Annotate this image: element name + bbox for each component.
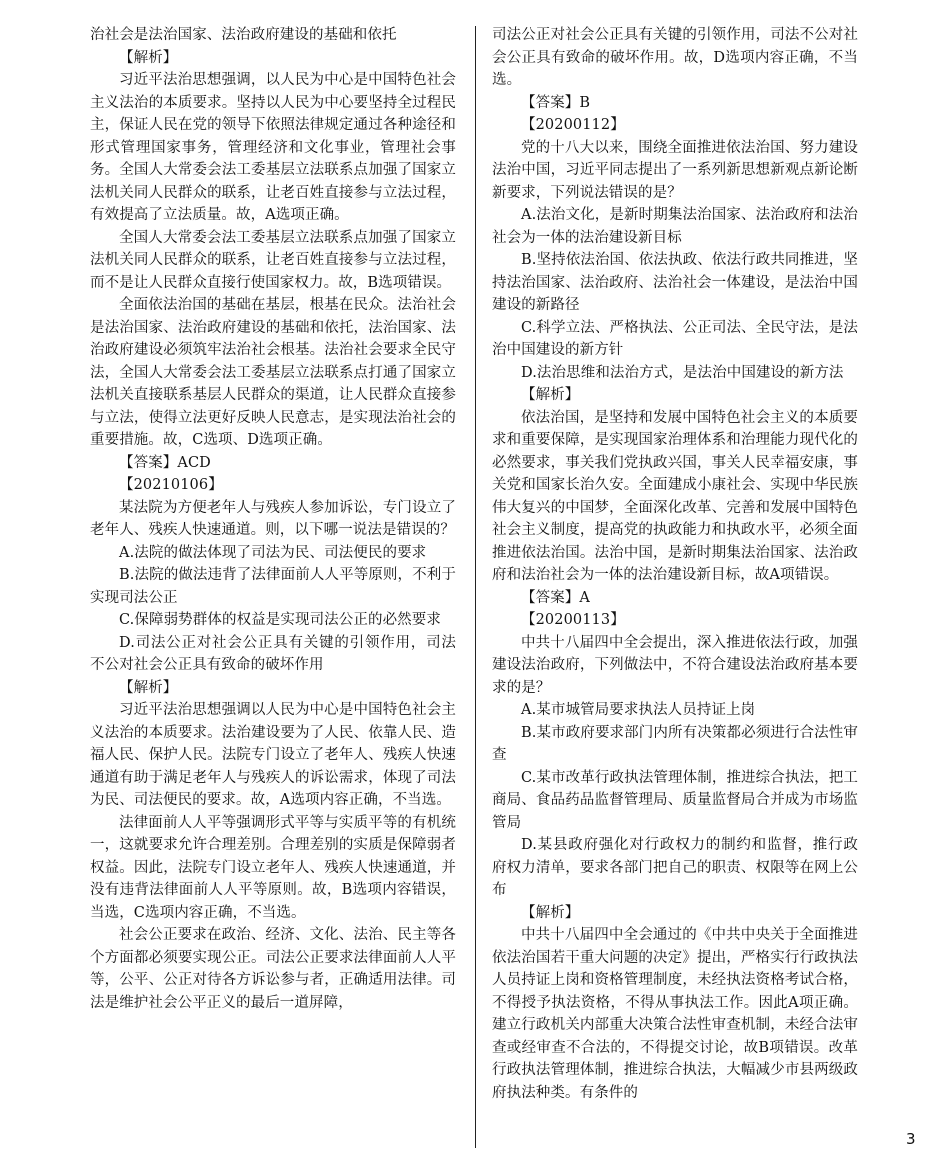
answer-option: C.某市改革行政执法管理体制，推进综合执法，把工商局、食品药品监督管理局、质量监督局合并成为市场监管局	[492, 769, 858, 831]
paragraph: 法律面前人人平等强调形式平等与实质平等的有机统一，这就要求允许合理差别。合理差别的实质是保障弱者权益。因此，法院专门设立老年人、残疾人快速通道，并没有违背法律面前人人平等原则。故，B选项内容错误，当选，C选项内容正确，不当选。	[90, 814, 456, 921]
answer-option: C.保障弱势群体的权益是实现司法公正的必然要求	[119, 612, 441, 628]
paragraph: 党的十八大以来，围绕全面推进依法治国、努力建设法治中国，习近平同志提出了一系列新思想新观点新论断新要求，下列说法错误的是？	[492, 139, 858, 201]
paragraph-continued: 治社会是法治国家、法治政府建设的基础和依托	[90, 27, 397, 43]
paragraph: 中共十八届四中全会提出，深入推进依法行政，加强建设法治政府，下列做法中，不符合建设法治政府基本要求的是？	[492, 634, 858, 696]
answer-option: C.科学立法、严格执法、公正司法、全民守法，是法治中国建设的新方针	[492, 319, 858, 358]
section-tag: 【答案】ACD	[119, 454, 211, 471]
answer-option: A.法院的做法体现了司法为民、司法便民的要求	[119, 544, 427, 561]
answer-option: B.某市政府要求部门内所有决策都必须进行合法性审查	[492, 724, 858, 763]
paragraph-continued: 司法公正对社会公正具有关键的引领作用，司法不公对社会公正具有致命的破坏作用。故，D选项内容正确，不当选。	[492, 27, 858, 88]
section-tag: 【答案】A	[521, 589, 590, 606]
section-tag: 【解析】	[119, 679, 178, 696]
paragraph: 依法治国，是坚持和发展中国特色社会主义的本质要求和重要保障，是实现国家治理体系和治理能力现代化的必然要求，事关我们党执政兴国，事关人民幸福安康，事关党和国家长治久安。全面建成小康社会、实现中华民族伟大复兴的中国梦，全面深化改革、完善和发展中国特色社会主义制度，提高党的执政能力和执政水平，必须全面推进依法治国。法治中国，是新时期集法治国家、法治政府和法治社会为一体的法治建设新目标，故A项错误。	[492, 409, 858, 583]
section-tag: 【解析】	[119, 49, 178, 66]
answer-option: B.坚持依法治国、依法执政、依法行政共同推进，坚持法治国家、法治政府、法治社会一体建设，是法治中国建设的新路径	[492, 252, 858, 313]
left-column	[90, 24, 456, 1014]
section-tag: 【答案】B	[521, 94, 591, 111]
paragraph: 某法院为方便老年人与残疾人参加诉讼，专门设立了老年人、残疾人快速通道。则，以下哪一说法是错误的？	[90, 499, 456, 538]
answer-option: A.法治文化，是新时期集法治国家、法治政府和法治社会为一体的法治建设新目标	[492, 207, 858, 246]
section-tag: 【20200112】	[521, 117, 625, 133]
section-tag: 【20200113】	[521, 612, 625, 628]
section-tag: 【20210106】	[119, 477, 223, 493]
paragraph: 中共十八届四中全会通过的《中共中央关于全面推进依法治国若干重大问题的决定》提出，严格实行行政执法人员持证上岗和资格管理制度，未经执法资格考试合格，不得授予执法资格，不得从事执法工作。因此A项正确。建立行政机关内部重大决策合法性审查机制，未经合法审查或经审查不合法的，不得提交讨论，故B项错误。改革行政执法管理体制，推进综合执法，大幅减少市县两级政府执法种类。有条件的	[492, 927, 858, 1101]
paragraph: 全面依法治国的基础在基层，根基在民众。法治社会是法治国家、法治政府建设的基础和依托，法治国家、法治政府建设必须筑牢法治社会根基。法治社会要求全民守法，全国人大常委会法工委基层立法联系点打通了国家立法机关直接联系基层人民群众的渠道，让人民群众直接参与立法，使得立法更好反映人民意志，是实现法治社会的重要措施。故，C选项、D选项正确。	[90, 297, 456, 448]
answer-option: A.某市城管局要求执法人员持证上岗	[521, 702, 756, 718]
column-divider	[475, 26, 476, 1148]
answer-option: B.法院的做法违背了法律面前人人平等原则，不利于实现司法公正	[90, 567, 456, 606]
answer-option: D.司法公正对社会公正具有关键的引领作用，司法不公对社会公正具有致命的破坏作用	[90, 634, 456, 673]
paragraph: 习近平法治思想强调，以人民为中心是中国特色社会主义法治的本质要求。坚持以人民为中心要坚持全过程民主，保证人民在党的领导下依照法律规定通过各种途径和形式管理国家事务，管理经济和文化事业，管理社会事务。全国人大常委会法工委基层立法联系点加强了国家立法机关同人民群众的联系，让老百姓直接参与立法过程，有效提高了立法质量。故，A选项正确。	[90, 72, 456, 223]
answer-option: D.某县政府强化对行政权力的制约和监督，推行政府权力清单，要求各部门把自己的职责、权限等在网上公布	[492, 837, 858, 898]
section-tag: 【解析】	[521, 904, 580, 921]
right-column	[492, 24, 858, 1104]
page-number: 3	[906, 1130, 916, 1148]
paragraph: 社会公正要求在政治、经济、文化、法治、民主等各个方面都必须要实现公正。司法公正要求法律面前人人平等，公平、公正对待各方诉讼参与者，正确适用法律。司法是维护社会公平正义的最后一道屏障，	[90, 927, 456, 1011]
paragraph: 习近平法治思想强调以人民为中心是中国特色社会主义法治的本质要求。法治建设要为了人民、依靠人民、造福人民、保护人民。法院专门设立了老年人、残疾人快速通道有助于满足老年人与残疾人的诉讼需求，体现了司法为民、司法便民的要求。故，A选项内容正确，不当选。	[90, 702, 456, 808]
answer-option: D.法治思维和法治方式，是法治中国建设的新方法	[521, 364, 844, 381]
section-tag: 【解析】	[521, 387, 580, 403]
paragraph: 全国人大常委会法工委基层立法联系点加强了国家立法机关同人民群众的联系，让老百姓直接参与立法过程，而不是让人民群众直接行使国家权力。故，B选项错误。	[90, 229, 456, 291]
